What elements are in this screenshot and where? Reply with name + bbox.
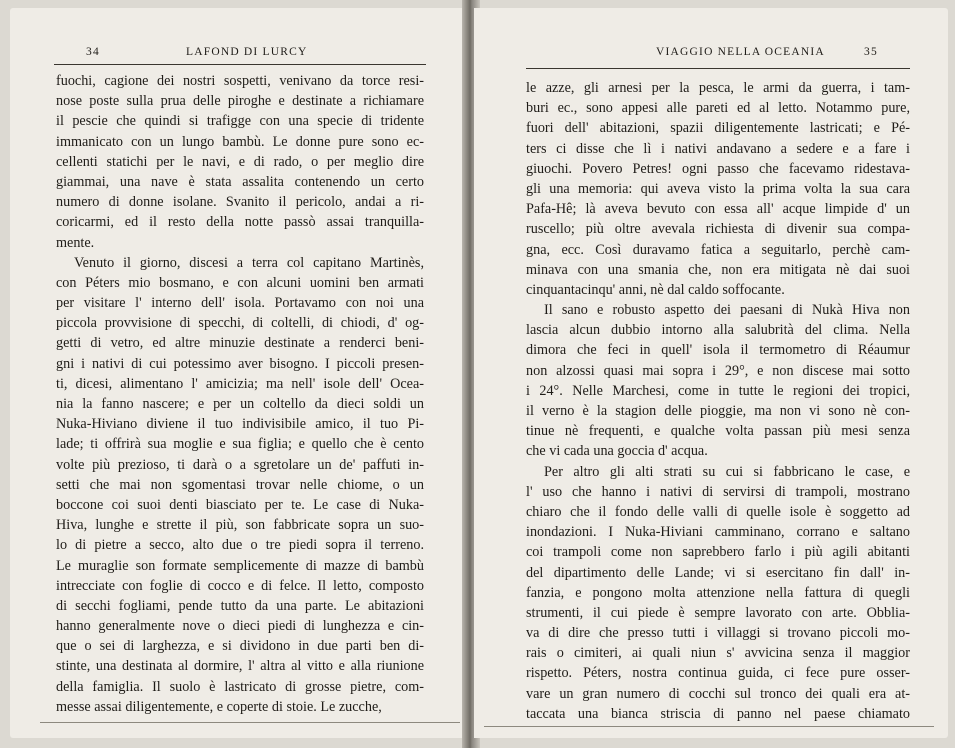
text-line: gni i nativi di cui potessimo aver bisogno. I piccoli presen-	[56, 355, 424, 372]
text-line: Venuto il giorno, discesi a terra col capitano Martinès,	[74, 254, 424, 271]
text-line: Il sano e robusto aspetto dei paesani di Nukà Hiva non	[544, 302, 910, 319]
left-header-rule	[54, 64, 426, 65]
right-page	[474, 8, 948, 738]
text-line: il pescie che quindi si trafigge con una specie di tridente	[56, 113, 424, 130]
text-line: dimora che feci in quell' isola il termometro di Réaumur	[526, 342, 910, 359]
text-line: cellenti statichi per le navi, e di rado, o per meglio dire	[56, 153, 424, 170]
text-line: setti che mai non sgomentasi trovar nelle chiome, o un	[56, 476, 424, 493]
text-line: stinte, una destinata al dormire, l' altra al vitto e alla riunione	[56, 658, 424, 675]
text-line: Pafa-Hê; là aveva bevuto con essa all' acque limpide d' un	[526, 201, 910, 218]
text-line: tinue nè frequenti, e qualche volta passan più mesi senza	[526, 423, 910, 440]
text-line: nose poste sulla prua delle piroghe e destinate a richiamare	[56, 93, 424, 110]
text-line: piccola provvisione di specchi, di coltelli, di chiodi, d' og-	[56, 315, 424, 332]
text-line: cinquantacinqu' anni, nè dal caldo soffocante.	[526, 281, 785, 298]
text-line: ti, dicesi, alimentano l' amicizia; ma nell' isole dell' Ocea-	[56, 375, 424, 392]
text-line: fuori dell' abitazioni, spazii diligentemente lastricati; e Pé-	[526, 120, 910, 137]
text-line: ters ci disse che lì i nativi andavano a sedere e a fare i	[526, 140, 910, 157]
text-line: giuochi. Povero Petres! ogni passo che facevamo ridestava-	[526, 160, 910, 177]
text-line: coricarmi, ed il resto della notte passò assai tranquilla-	[56, 214, 424, 231]
right-page-number: 35	[864, 46, 878, 58]
left-page-number: 34	[86, 46, 100, 58]
text-line: messe assai diligentemente, e coperte di stoie. Le zucche,	[56, 698, 382, 715]
text-line: buri ec., sono appesi alle pareti ed al letto. Notammo pure,	[526, 100, 910, 117]
text-line: con Péters mio bosmano, e con alcuni uomini ben armati	[56, 274, 424, 291]
text-line: coi trampoli come non saprebbero farlo i più agili abitanti	[526, 544, 910, 561]
text-line: Nuka-Hiviano diviene il tuo indivisibile amico, il tuo Pi-	[56, 416, 424, 433]
text-line: rispetto. Péters, nostra continua guida, ci fece pure osser-	[526, 665, 910, 682]
text-line: non alzossi quasi mai sopra i 29°, e non discese mai sotto	[526, 362, 910, 379]
right-running-title: VIAGGIO NELLA OCEANIA	[656, 46, 825, 58]
text-line: le azze, gli arnesi per la pesca, le armi da guerra, i tam-	[526, 80, 910, 96]
text-line: fanzia, e pongono molta attenzione nella fattura di quegli	[526, 584, 910, 601]
text-line: del dipartimento delle Lande; vi si esercitano fin dall' in-	[526, 564, 910, 581]
text-line: immanicato con un lungo bambù. Le donne pure sono ec-	[56, 133, 424, 150]
text-line: volte più prezioso, ti darà o a sgretolare un de' paffuti in-	[56, 456, 424, 473]
text-line: vare un gran numero di cocchi sul tronco dei quali era at-	[526, 685, 910, 702]
text-line: nia la fanno nascere; e per un coltello da dieci soldi un	[56, 396, 424, 412]
right-bottom-edge	[484, 726, 934, 727]
text-line: minava con una smania che, non era mitigata nè dai suoi	[526, 261, 910, 278]
right-body-text	[526, 78, 910, 724]
text-line: ruscello; più oltre avevala richiesta di divenir sua compa-	[526, 221, 910, 238]
text-line: il verno è la stagion delle pioggie, ma non vi sono nè con-	[526, 403, 910, 419]
text-line: Hiva, lunghe e strette il più, son fabbricate sopra un suo-	[56, 517, 424, 534]
right-header-rule	[526, 68, 910, 69]
text-line: Per altro gli alti strati su cui si fabbricano le case, e	[544, 463, 910, 480]
text-line: va di dire che presso tutti i villaggi si trovano piccoli mo-	[526, 625, 910, 642]
text-line: che vi cada una goccia d' acqua.	[526, 443, 708, 460]
text-line: getti di vetro, ed altre minuzie destinate a renderci beni-	[56, 335, 424, 352]
text-line: strumenti, il cui piede è sempre lavorato con arte. Obblia-	[526, 604, 910, 621]
text-line: numero di donne isolane. Svanito il pericolo, andai a ri-	[56, 194, 424, 211]
text-line: giammai, una nave è stata assalita contenendo un certo	[56, 173, 424, 190]
text-line: fuochi, cagione dei nostri sospetti, venivano da torce resi-	[56, 73, 424, 89]
left-bottom-edge	[40, 722, 460, 723]
text-line: lo di pietre a secco, alto due o tre piedi sopra il terreno.	[56, 537, 424, 554]
text-line: hanno generalmente nove o dieci piedi di lunghezza e cin-	[56, 618, 424, 635]
text-line: di secchi fogliami, pende tutto da una parte. Le abitazioni	[56, 597, 424, 614]
left-body-text	[56, 71, 424, 717]
text-line: chiaro che il fondo delle valli di quelle isole è soggetto ad	[526, 503, 910, 520]
text-line: lade; ti offrirà sua moglie e sua figlia; e quello che è cento	[56, 436, 424, 453]
text-line: rais o cimiteri, ai quali niun s' avvicina senza il maggior	[526, 645, 910, 662]
text-line: intrecciate con foglie di cocco e di felce. Il letto, composto	[56, 577, 424, 594]
text-line: gna, ecc. Così duravamo fatica a seguitarlo, perchè cam-	[526, 241, 910, 258]
text-line: della famiglia. Il suolo è lastricato di grosse pietre, com-	[56, 678, 424, 695]
text-line: taccata una bianca striscia di panno nel paese chiamato	[526, 705, 910, 722]
text-line: lascia alcun dubbio intorno alla salubrità del clima. Nella	[526, 322, 910, 339]
text-line: Le muraglie son formate semplicemente di mazze di bambù	[56, 557, 424, 574]
text-line: inondazioni. I Nuka-Hiviani camminano, corrano e saltano	[526, 524, 910, 541]
text-line: gli una memoria: qui aveva visto la prima volta la sua cara	[526, 180, 910, 197]
text-line: boccone coi suoi denti biasciato per te. Le case di Nuka-	[56, 496, 424, 513]
left-running-title: LAFOND DI LURCY	[186, 46, 308, 58]
text-line: que o sei di larghezza, e si dividono in due parti ben di-	[56, 638, 424, 655]
text-line: per visitare l' interno dell' isola. Portavamo con noi una	[56, 295, 424, 312]
text-line: i 24°. Nelle Marchesi, come in tutte le regioni dei tropici,	[526, 382, 910, 399]
text-line: mente.	[56, 234, 95, 251]
left-page	[10, 8, 466, 738]
text-line: l' uso che hanno i nativi di servirsi di trampoli, mostrano	[526, 483, 910, 500]
